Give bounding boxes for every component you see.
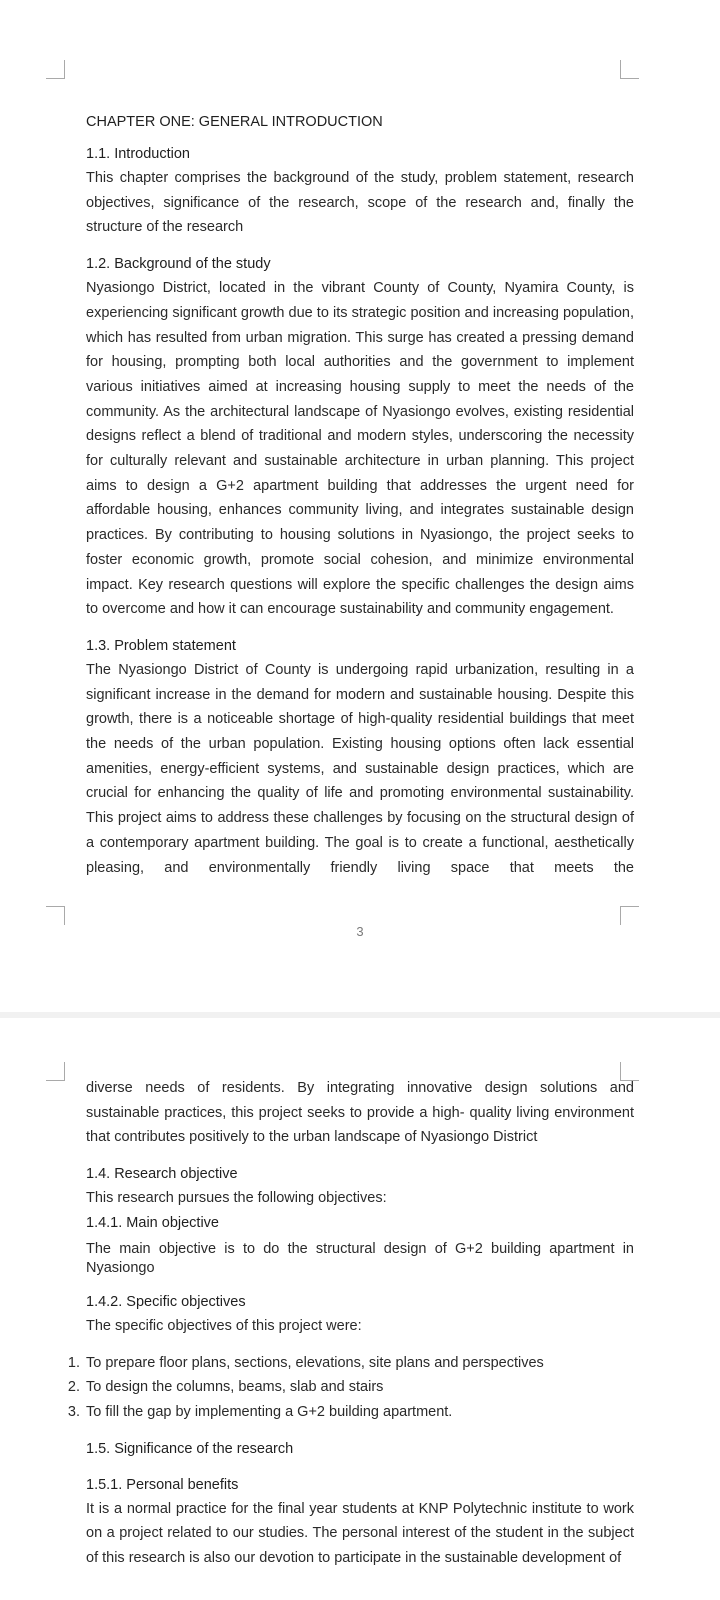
personal-benefits-paragraph: It is a normal practice for the final year students at KNP Polytechnic institute to work on a project related to our studies. The personal interest of the student in the subject of this research is also our devotion to participate in the sustainable development of — [86, 1500, 634, 1567]
section-heading-introduction: 1.1. Introduction — [86, 146, 190, 162]
page-1-body — [86, 110, 634, 880]
page-2-body — [67, 1076, 634, 1571]
problem-statement-continued: diverse needs of residents. By integrating innovative design solutions and sustainable practices, this project seeks to provide a high- quality living environment that contributes positively to the urban landscape of Nyasiongo District — [86, 1080, 634, 1146]
research-objective-intro: This research pursues the following objectives: — [86, 1190, 387, 1207]
section-heading-background: 1.2. Background of the study — [86, 256, 271, 273]
problem-statement-paragraph: The Nyasiongo District of County is undergoing rapid urbanization, resulting in a significant increase in the demand for modern and sustainable housing. Despite this growth, there is a noticeable shortage of high-quality residential buildings that meet the needs of the urban population. Existing housing options often lack essential amenities, energy-efficient systems, and sustainable design practices, which are crucial for enhancing the quality of life and promoting environmental sustainability. This project aims to address these challenges by focusing on the structural design of a contemporary apartment building. The goal is to create a functional, aesthetically pleasing, and environmentally friendly living space that meets the — [86, 661, 634, 876]
chapter-title: CHAPTER ONE: GENERAL INTRODUCTION — [86, 114, 383, 130]
margin-corner-bottom-right — [620, 906, 639, 925]
list-item: 1. To prepare floor plans, sections, elevations, site plans and perspectives — [67, 1354, 544, 1371]
document-page-2 — [0, 1018, 720, 1600]
list-item: 3. To fill the gap by implementing a G+2 building apartment. — [67, 1403, 453, 1420]
main-objective-paragraph: The main objective is to do the structural design of G+2 building apartment in Nyasiongo — [86, 1240, 634, 1276]
section-heading-research-objective: 1.4. Research objective — [86, 1166, 238, 1183]
margin-corner-top-left — [46, 60, 65, 79]
list-item: 2. To design the columns, beams, slab and stairs — [67, 1379, 384, 1396]
section-heading-main-objective: 1.4.1. Main objective — [86, 1214, 219, 1231]
section-heading-specific-objectives: 1.4.2. Specific objectives — [86, 1293, 246, 1310]
section-heading-problem-statement: 1.3. Problem statement — [86, 637, 236, 654]
margin-corner-top-left — [46, 1062, 65, 1081]
background-paragraph: Nyasiongo District, located in the vibrant County of County, Nyamira County, is experiencing significant growth due to its strategic position and increasing population, which has resulted from urban migration. This surge has created a pressing demand for housing, prompting both local authorities and the government to implement various initiatives aimed at increasing housing supply to meet the needs of the community. As the architectural landscape of Nyasiongo evolves, existing residential designs reflect a blend of traditional and modern styles, underscoring the necessity for culturally relevant and sustainable architecture in urban planning. This project aims to design a G+2 apartment building that addresses the urgent need for affordable housing, enhances community living, and integrates sustainable design practices. By contributing to housing solutions in Nyasiongo, the project seeks to foster economic growth, promote social cohesion, and minimize environmental impact. Key research questions will explore the specific challenges the design aims to overcome and how it can encourage sustainability and community engagement. — [86, 280, 634, 618]
introduction-paragraph: This chapter comprises the background of the study, problem statement, research objectives, significance of the research, scope of the research and, finally the structure of the research — [86, 170, 634, 236]
section-heading-personal-benefits: 1.5.1. Personal benefits — [86, 1476, 239, 1493]
margin-corner-top-right — [620, 60, 639, 79]
margin-corner-bottom-left — [46, 906, 65, 925]
objectives-list — [67, 1351, 634, 1425]
page-number: 3 — [356, 924, 364, 939]
section-heading-significance: 1.5. Significance of the research — [86, 1440, 294, 1457]
specific-objectives-intro: The specific objectives of this project were: — [86, 1317, 362, 1334]
